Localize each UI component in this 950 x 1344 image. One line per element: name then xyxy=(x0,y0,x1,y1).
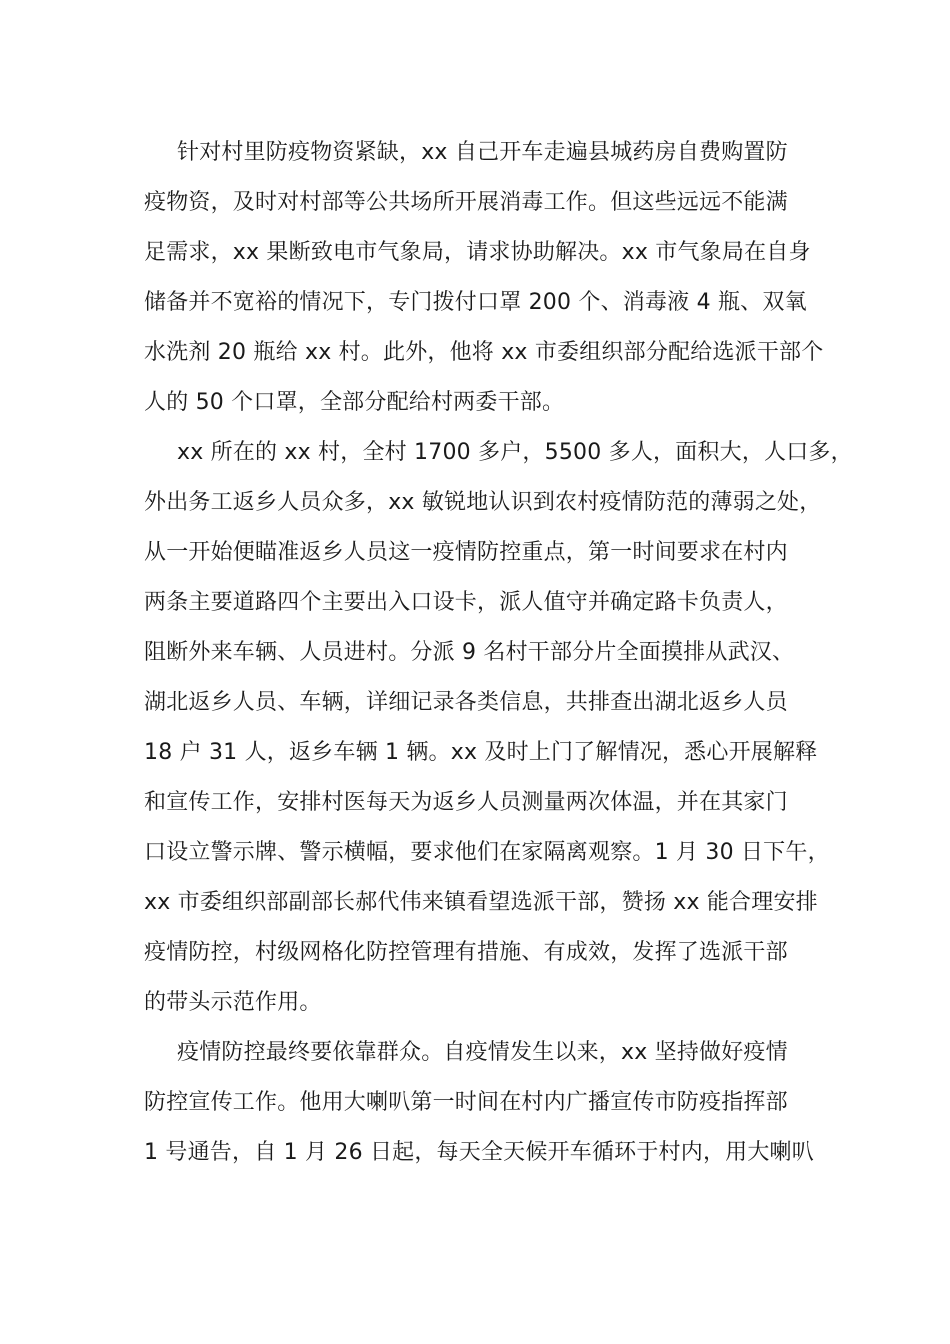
text-line: 疫情防控，村级网格化防控管理有措施、有成效，发挥了选派干部 xyxy=(144,940,788,965)
text-line: 1 号通告，自 1 月 26 日起，每天全天候开车循环于村内，用大喇叭 xyxy=(144,1140,814,1165)
text-line: 足需求，xx 果断致电市气象局，请求协助解决。xx 市气象局在自身 xyxy=(144,240,811,265)
text-line: 储备并不宽裕的情况下，专门拨付口罩 200 个、消毒液 4 瓶、双氧 xyxy=(144,290,807,315)
text-line: 疫物资，及时对村部等公共场所开展消毒工作。但这些远远不能满 xyxy=(144,190,788,215)
text-line: 防控宣传工作。他用大喇叭第一时间在村内广播宣传市防疫指挥部 xyxy=(144,1090,788,1115)
text-line: 湖北返乡人员、车辆，详细记录各类信息，共排查出湖北返乡人员 xyxy=(144,690,788,715)
text-line: 两条主要道路四个主要出入口设卡，派人值守并确定路卡负责人， xyxy=(144,590,788,615)
text-line: 的带头示范作用。 xyxy=(144,990,322,1015)
text-line: 口设立警示牌、警示横幅，要求他们在家隔离观察。1 月 30 日下午， xyxy=(144,840,830,865)
text-line: 18 户 31 人，返乡车辆 1 辆。xx 及时上门了解情况，悉心开展解释 xyxy=(144,740,818,765)
document-body xyxy=(144,128,853,1178)
text-line: 人的 50 个口罩，全部分配给村两委干部。 xyxy=(144,390,565,415)
text-line: 外出务工返乡人员众多，xx 敏锐地认识到农村疫情防范的薄弱之处， xyxy=(144,490,822,515)
text-line: 针对村里防疫物资紧缺，xx 自己开车走遍县城药房自费购置防 xyxy=(177,140,788,165)
text-line: xx 所在的 xx 村，全村 1700 多户，5500 多人，面积大，人口多， xyxy=(177,440,853,465)
text-line: 和宣传工作，安排村医每天为返乡人员测量两次体温，并在其家门 xyxy=(144,790,788,815)
paragraph-2 xyxy=(144,428,853,1028)
text-line: 疫情防控最终要依靠群众。自疫情发生以来，xx 坚持做好疫情 xyxy=(177,1040,788,1065)
paragraph-3 xyxy=(144,1028,814,1178)
text-line: 阻断外来车辆、人员进村。分派 9 名村干部分片全面摸排从武汉、 xyxy=(144,640,795,665)
text-line: 从一开始便瞄准返乡人员这一疫情防控重点，第一时间要求在村内 xyxy=(144,540,788,565)
paragraph-1 xyxy=(144,128,824,428)
text-line: xx 市委组织部副部长郝代伟来镇看望选派干部，赞扬 xx 能合理安排 xyxy=(144,890,818,915)
text-line: 水洗剂 20 瓶给 xx 村。此外，他将 xx 市委组织部分配给选派干部个 xyxy=(144,340,824,365)
